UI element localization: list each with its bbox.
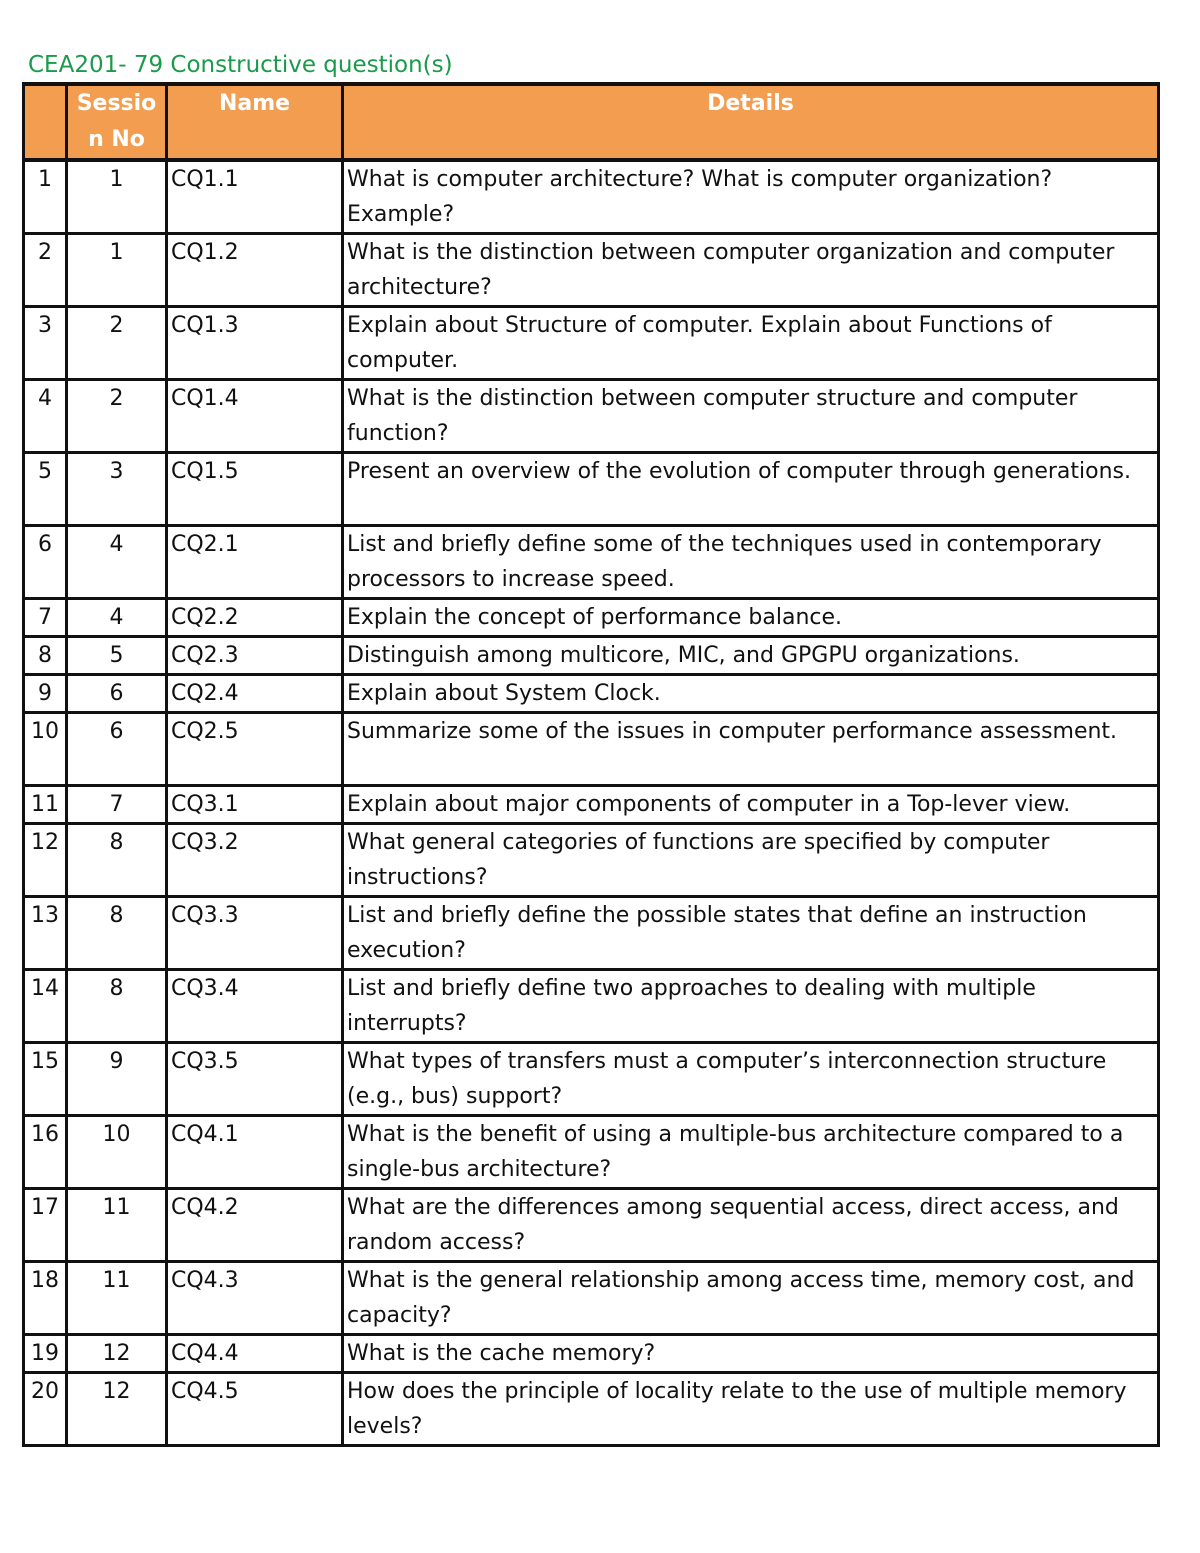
question-name: CQ4.2	[167, 1189, 343, 1262]
table-row	[24, 599, 1159, 637]
session-no: 11	[67, 1189, 167, 1262]
table-row	[24, 160, 1159, 234]
table-row	[24, 234, 1159, 307]
question-details: Explain about major components of computer in a Top-lever view.	[343, 786, 1159, 824]
question-details: Explain about Structure of computer. Explain about Functions of computer.	[343, 307, 1159, 380]
table-row	[24, 970, 1159, 1043]
row-number: 9	[24, 675, 67, 713]
row-number: 5	[24, 453, 67, 526]
question-name: CQ2.2	[167, 599, 343, 637]
session-no: 3	[67, 453, 167, 526]
question-name: CQ1.2	[167, 234, 343, 307]
question-details: What is the distinction between computer organization and computer architecture?	[343, 234, 1159, 307]
table-row	[24, 453, 1159, 526]
document-title: CEA201- 79 Constructive question(s)	[28, 52, 453, 78]
question-name: CQ2.3	[167, 637, 343, 675]
row-number: 19	[24, 1335, 67, 1373]
row-number: 13	[24, 897, 67, 970]
question-details: What types of transfers must a computer’s interconnection structure (e.g., bus) support?	[343, 1043, 1159, 1116]
session-no: 5	[67, 637, 167, 675]
session-no: 6	[67, 713, 167, 786]
table-row	[24, 786, 1159, 824]
header-details: Details	[343, 84, 1159, 160]
row-number: 16	[24, 1116, 67, 1189]
header-session-no: Sessio n No	[67, 84, 167, 160]
header-index	[24, 84, 67, 160]
question-details: What is the benefit of using a multiple-bus architecture compared to a single-bus architecture?	[343, 1116, 1159, 1189]
row-number: 7	[24, 599, 67, 637]
question-name: CQ4.4	[167, 1335, 343, 1373]
table-row	[24, 897, 1159, 970]
session-no: 7	[67, 786, 167, 824]
row-number: 20	[24, 1373, 67, 1446]
question-details: List and briefly define two approaches to dealing with multiple interrupts?	[343, 970, 1159, 1043]
table-row	[24, 1262, 1159, 1335]
question-name: CQ3.2	[167, 824, 343, 897]
session-no: 1	[67, 234, 167, 307]
table-row	[24, 1043, 1159, 1116]
session-no: 2	[67, 380, 167, 453]
row-number: 4	[24, 380, 67, 453]
question-details: What is computer architecture? What is computer organization? Example?	[343, 160, 1159, 234]
session-no: 9	[67, 1043, 167, 1116]
question-details: What are the differences among sequential access, direct access, and random access?	[343, 1189, 1159, 1262]
row-number: 17	[24, 1189, 67, 1262]
row-number: 10	[24, 713, 67, 786]
question-details: Explain the concept of performance balance.	[343, 599, 1159, 637]
session-no: 2	[67, 307, 167, 380]
session-no: 8	[67, 897, 167, 970]
question-name: CQ1.1	[167, 160, 343, 234]
question-details: What is the distinction between computer structure and computer function?	[343, 380, 1159, 453]
table-row	[24, 824, 1159, 897]
session-no: 12	[67, 1373, 167, 1446]
table-row	[24, 1116, 1159, 1189]
session-no: 12	[67, 1335, 167, 1373]
question-name: CQ1.5	[167, 453, 343, 526]
row-number: 18	[24, 1262, 67, 1335]
session-no: 11	[67, 1262, 167, 1335]
question-details: List and briefly define some of the techniques used in contemporary processors to increase speed.	[343, 526, 1159, 599]
row-number: 8	[24, 637, 67, 675]
question-name: CQ2.1	[167, 526, 343, 599]
question-details: Explain about System Clock.	[343, 675, 1159, 713]
row-number: 1	[24, 160, 67, 234]
row-number: 14	[24, 970, 67, 1043]
question-name: CQ4.3	[167, 1262, 343, 1335]
table-row	[24, 675, 1159, 713]
session-no: 8	[67, 970, 167, 1043]
question-name: CQ2.5	[167, 713, 343, 786]
table-row	[24, 1189, 1159, 1262]
row-number: 12	[24, 824, 67, 897]
question-name: CQ1.4	[167, 380, 343, 453]
question-name: CQ1.3	[167, 307, 343, 380]
questions-table	[22, 82, 1160, 1447]
session-no: 8	[67, 824, 167, 897]
session-no: 4	[67, 526, 167, 599]
table-row	[24, 307, 1159, 380]
question-name: CQ4.1	[167, 1116, 343, 1189]
question-details: What general categories of functions are specified by computer instructions?	[343, 824, 1159, 897]
question-name: CQ3.5	[167, 1043, 343, 1116]
row-number: 2	[24, 234, 67, 307]
row-number: 11	[24, 786, 67, 824]
question-name: CQ2.4	[167, 675, 343, 713]
table-row	[24, 1335, 1159, 1373]
table-row	[24, 1373, 1159, 1446]
header-name: Name	[167, 84, 343, 160]
row-number: 6	[24, 526, 67, 599]
session-no: 10	[67, 1116, 167, 1189]
question-details: Summarize some of the issues in computer performance assessment.	[343, 713, 1159, 786]
question-details: List and briefly define the possible states that define an instruction execution?	[343, 897, 1159, 970]
session-no: 4	[67, 599, 167, 637]
table-row	[24, 526, 1159, 599]
question-details: How does the principle of locality relate to the use of multiple memory levels?	[343, 1373, 1159, 1446]
question-details: Distinguish among multicore, MIC, and GPGPU organizations.	[343, 637, 1159, 675]
question-name: CQ3.1	[167, 786, 343, 824]
question-name: CQ3.3	[167, 897, 343, 970]
table-row	[24, 637, 1159, 675]
question-details: What is the cache memory?	[343, 1335, 1159, 1373]
table-row	[24, 380, 1159, 453]
question-name: CQ4.5	[167, 1373, 343, 1446]
row-number: 15	[24, 1043, 67, 1116]
row-number: 3	[24, 307, 67, 380]
table-header-row	[24, 84, 1159, 160]
session-no: 6	[67, 675, 167, 713]
session-no: 1	[67, 160, 167, 234]
question-details: What is the general relationship among access time, memory cost, and capacity?	[343, 1262, 1159, 1335]
table-row	[24, 713, 1159, 786]
question-details: Present an overview of the evolution of computer through generations.	[343, 453, 1159, 526]
question-name: CQ3.4	[167, 970, 343, 1043]
